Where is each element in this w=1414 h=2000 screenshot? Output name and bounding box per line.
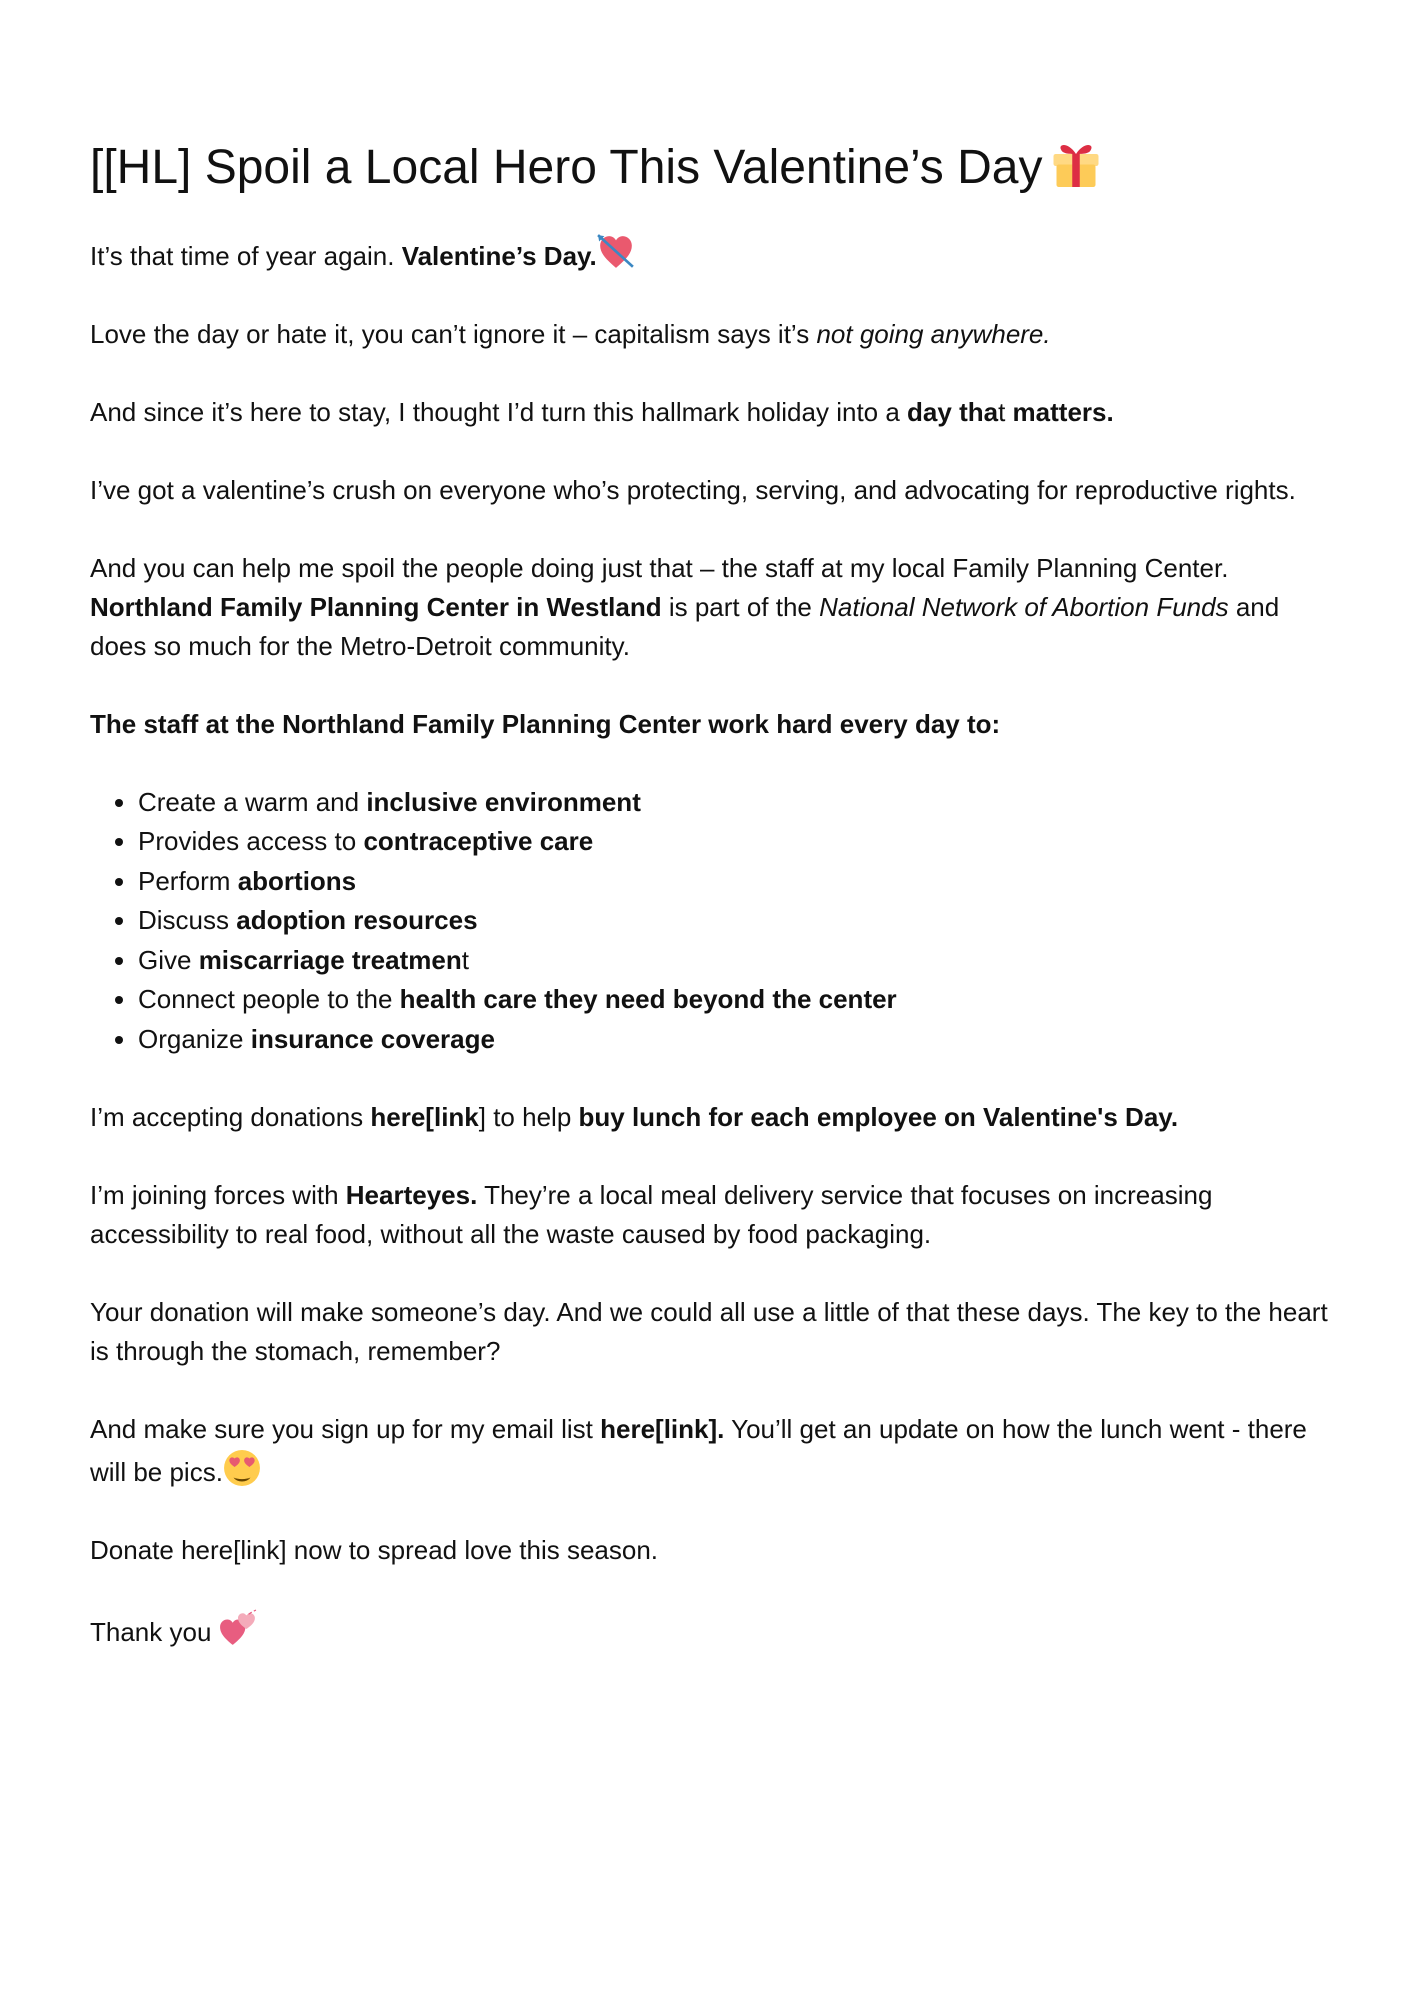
document-body [90, 135, 1340, 1691]
list-item: • Provides access to contraceptive care [138, 822, 1340, 862]
family-planning-paragraph: And you can help me spoil the people doing just that – the staff at my local Family Planning Center. Northland Family Planning Center in Westland is part of the National Network of Abortion Funds and does so much for the Metro-Detroit community. [90, 552, 1280, 661]
list-item: • Create a warm and inclusive environment [138, 783, 1340, 823]
wrapped-gift-icon [1049, 135, 1103, 191]
donation-impact-paragraph: Your donation will make someone’s day. And we could all use a little of that these days. The key to the heart is through the stomach, remember? [90, 1297, 1328, 1367]
services-list [90, 783, 1340, 1060]
intro-paragraph: It’s that time of year again. Valentine’s Day. [90, 233, 1340, 276]
heart-with-arrow-icon [597, 233, 635, 271]
staff-heading: The staff at the Northland Family Planning Center work hard every day to: [90, 708, 1001, 739]
donation-link[interactable]: here[link [370, 1102, 479, 1133]
two-hearts-icon [219, 1609, 257, 1647]
email-signup-paragraph: And make sure you sign up for my email list here[link]. You’ll get an update on how the lunch went - there will be pics. [90, 1414, 1307, 1488]
thank-you-paragraph: Thank you [90, 1609, 1340, 1652]
hallmark-paragraph: And since it’s here to stay, I thought I’d turn this hallmark holiday into a day that matters. [90, 396, 1114, 427]
donations-paragraph: I’m accepting donations here[link] to help buy lunch for each employee on Valentine's Day. [90, 1102, 1179, 1133]
heart-eyes-smiley-icon [223, 1449, 261, 1487]
list-item: • Discuss adoption resources [138, 901, 1340, 941]
page-title: [[HL] Spoil a Local Hero This Valentine’s Day [90, 135, 1340, 197]
email-signup-link[interactable]: here[link]. [600, 1414, 725, 1445]
list-item: • Organize insurance coverage [138, 1020, 1340, 1060]
capitalism-paragraph: Love the day or hate it, you can’t ignore it – capitalism says it’s not going anywhere. [90, 318, 1051, 349]
list-item: • Connect people to the health care they need beyond the center [138, 980, 1340, 1020]
hearteyes-paragraph: I’m joining forces with Hearteyes. They’re a local meal delivery service that focuses on increasing accessibility to real food, without all the waste caused by food packaging. [90, 1180, 1213, 1250]
donate-paragraph: Donate here[link] now to spread love this season. [90, 1535, 659, 1566]
list-item: • Give miscarriage treatment [138, 941, 1340, 981]
list-item: • Perform abortions [138, 862, 1340, 902]
crush-paragraph: I’ve got a valentine’s crush on everyone who’s protecting, serving, and advocating for reproductive rights. [90, 474, 1296, 505]
